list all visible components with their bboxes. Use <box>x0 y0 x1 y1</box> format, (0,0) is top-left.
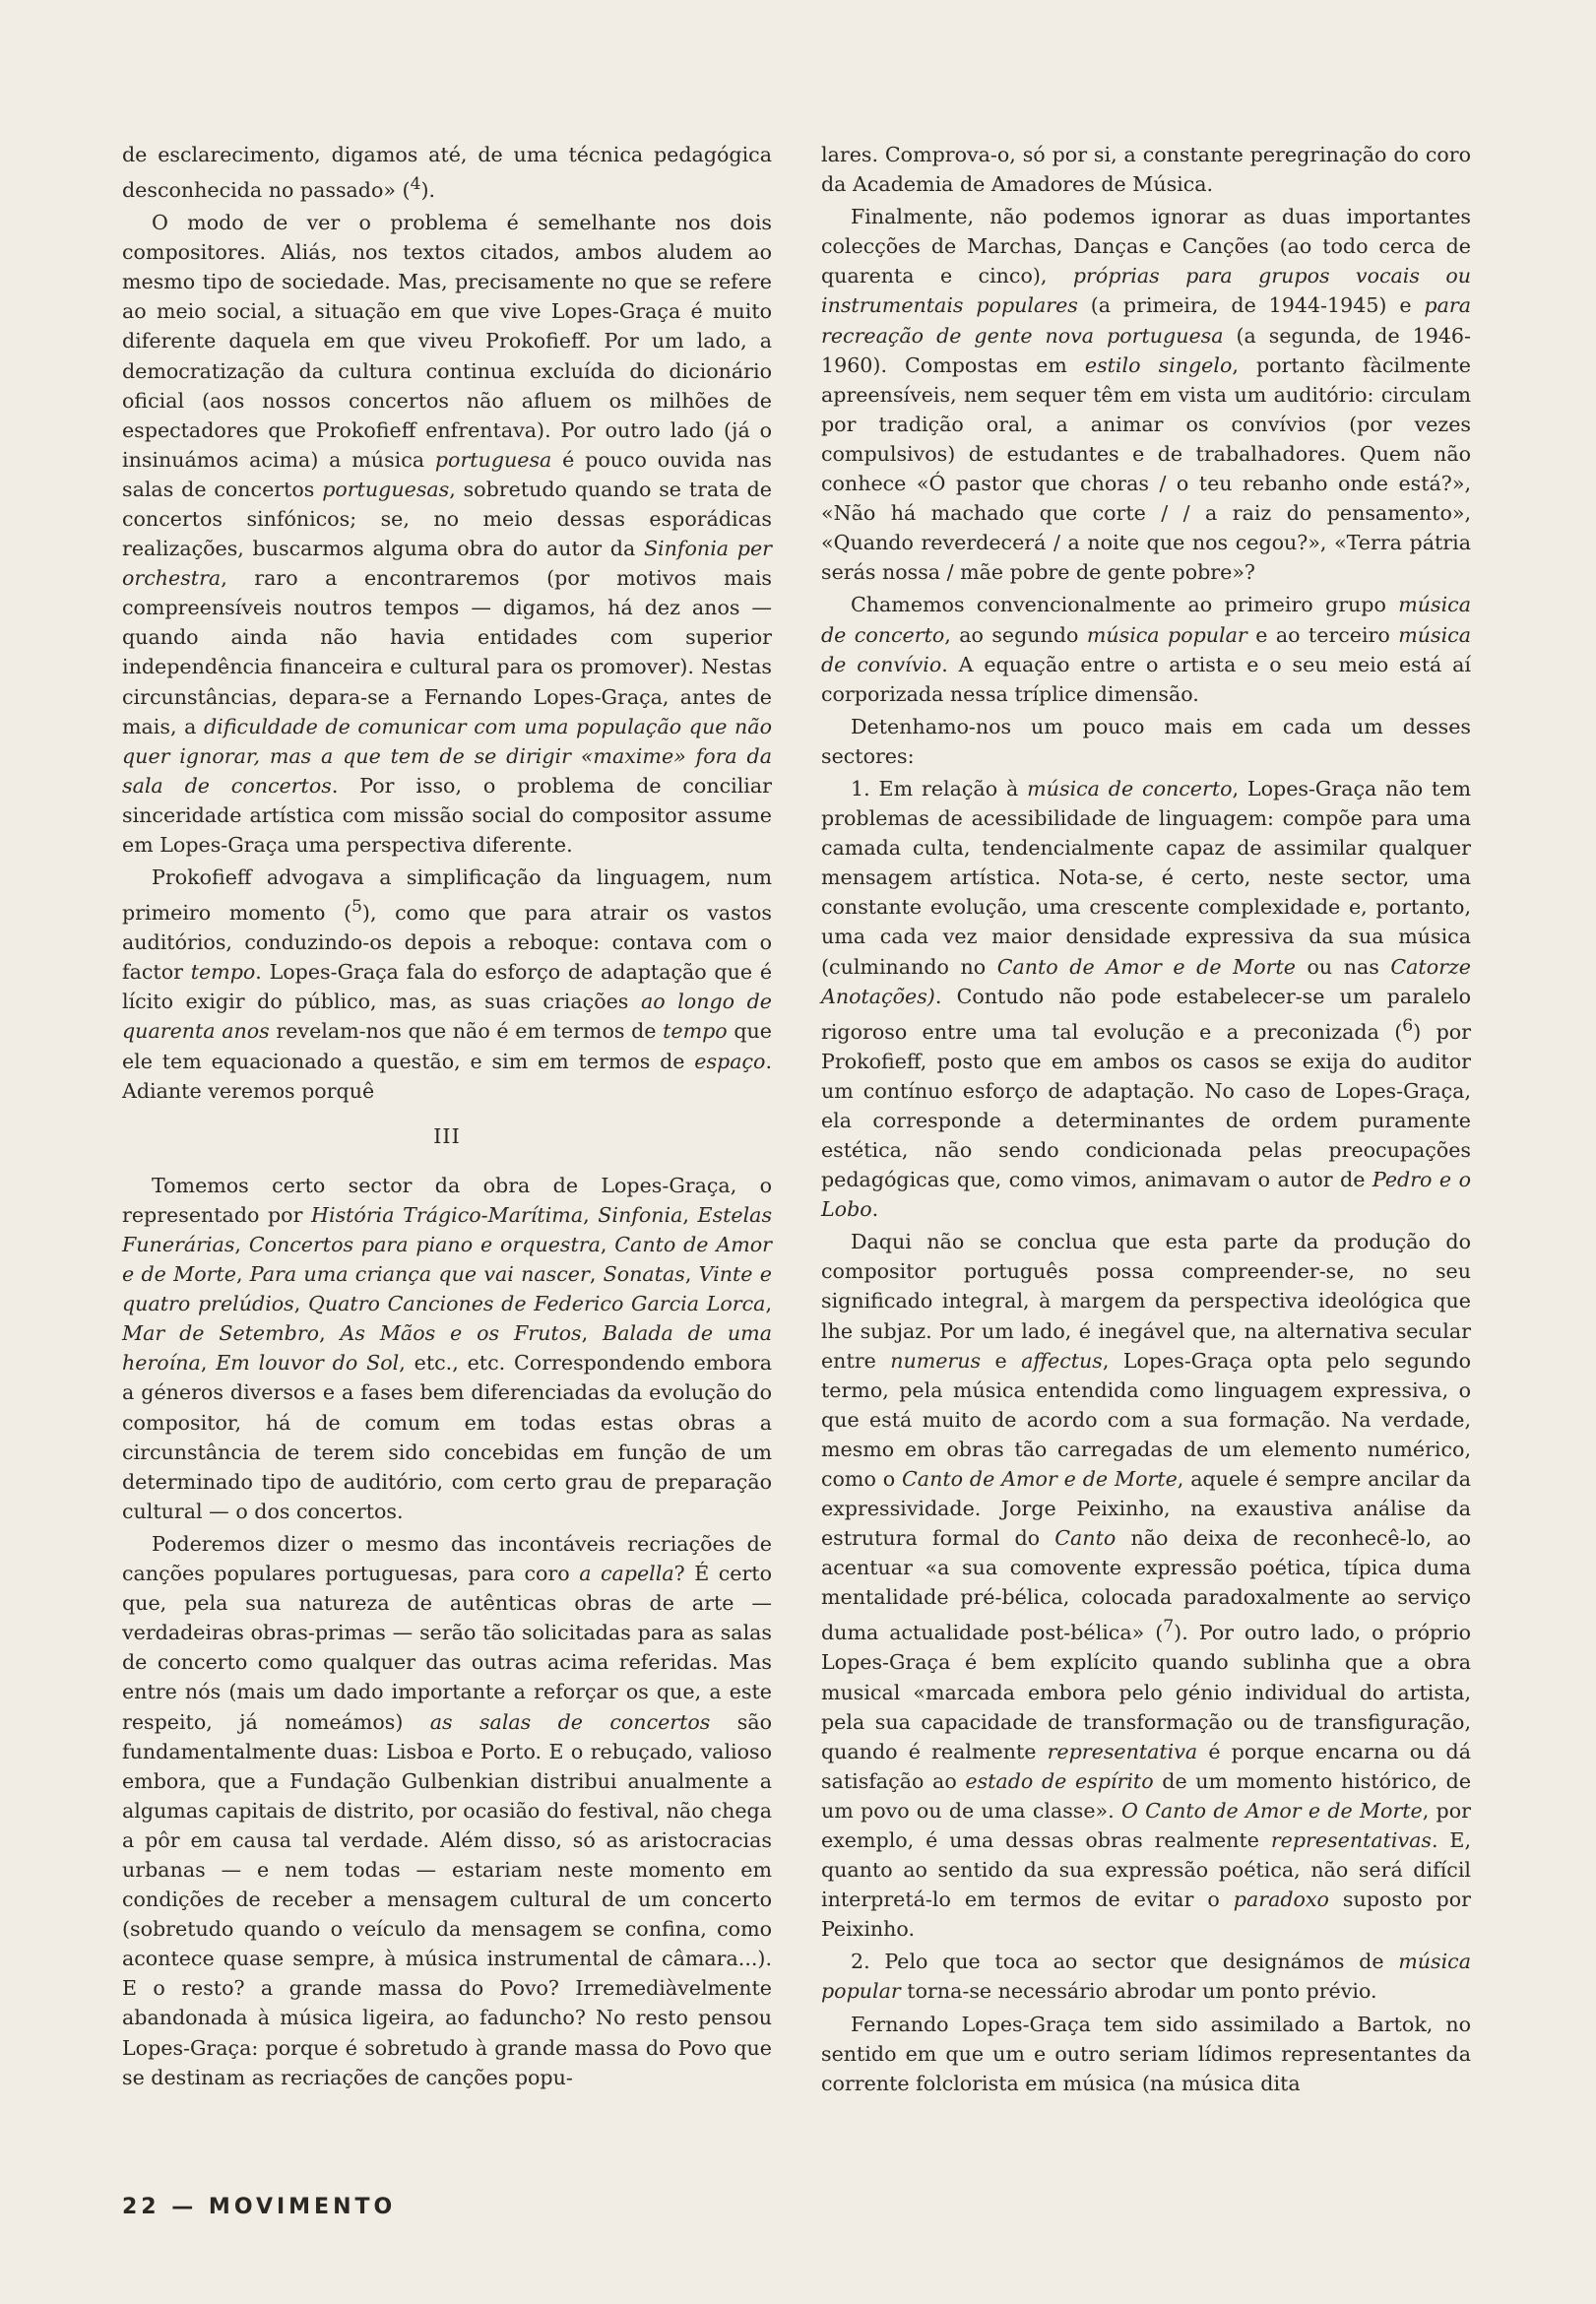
page-footer: 22 — MOVIMENTO <box>122 2195 397 2219</box>
left-column <box>122 140 772 2092</box>
paragraph: Finalmente, não podemos ignorar as duas importantes colecções de Marchas, Danças e Canções (ao todo cerca de quarenta e cinco), próprias para grupos vocais ou instrumentais populares (a primeira, de 1944-1945) e para recreação de gente nova portuguesa (a segunda, de 1946-1960). Compostas em estilo singelo, portanto fàcilmente apreensíveis, nem sequer têm em vista um auditório: circulam por tradição oral, a animar os convívios (por vezes compulsivos) de estudantes e de trabalhadores. Quem não conhece «Ó pastor que choras / o teu rebanho onde está?», «Não há machado que corte / / a raiz do pensamento», «Quando reverdecerá / a noite que nos cegou?», «Terra pátria serás nossa / mãe pobre de gente pobre»? <box>821 205 1471 585</box>
paragraph: lares. Comprova-o, só por si, a constante peregrinação do coro da Academia de Amadores de Música. <box>821 143 1471 197</box>
right-column <box>821 140 1471 2098</box>
paragraph: Fernando Lopes-Graça tem sido assimilado a Bartok, no sentido em que um e outro seriam lídimos representantes da corrente folclorista em música (na música dita <box>821 2012 1471 2095</box>
paragraph: 1. Em relação à música de concerto, Lopes-Graça não tem problemas de acessibilidade de linguagem: compõe para uma camada culta, tendencialmente capaz de assimilar qualquer mensagem artística. Nota-se, é certo, neste sector, uma constante evolução, uma crescente complexidade e, portanto, uma cada vez maior densidade expressiva da sua música (culminando no Canto de Amor e de Morte ou nas Catorze Anotações). Contudo não pode estabelecer-se um paralelo rigoroso entre uma tal evolução e a preconizada ($^6$) por Prokofieff, posto que em ambos os casos se exija do auditor um contínuo esforço de adaptação. No caso de Lopes-Graça, ela corresponde a determinantes de ordem puramente estética, não sendo condicionada pelas preocupações pedagógicas que, como vimos, animavam o autor de Pedro e o Lobo. <box>821 776 1472 1222</box>
paragraph: Prokofieff advogava a simplificação da linguagem, num primeiro momento ($^5$), como que para atrair os vastos auditórios, conduzindo-os depois a reboque: contava com o factor tempo. Lopes-Graça fala do esforço de adaptação que é lícito exigir do público, mas, as suas criações ao longo de quarenta anos revelam-nos que não é em termos de tempo que ele tem equacionado a questão, e sim em termos de espaço. Adiante veremos porquê <box>122 865 773 1103</box>
paragraph: Tomemos certo sector da obra de Lopes-Graça, o representado por História Trágico-Marítima, Sinfonia, Estelas Funerárias, Concertos para piano e orquestra, Canto de Amor e de Morte, Para uma criança que vai nascer, Sonatas, Vinte e quatro prelúdios, Quatro Canciones de Federico Garcia Lorca, Mar de Setembro, As Mãos e os Frutos, Balada de uma heroína, Em louvor do Sol, etc., etc. Correspondendo embora a géneros diversos e a fases bem diferenciadas da evolução do compositor, há de comum em todas estas obras a circunstância de terem sido concebidas em função de um determinado tipo de auditório, com certo grau de preparação cultural — o dos concertos. <box>122 1173 773 1523</box>
paragraph: Detenhamo-nos um pouco mais em cada um desses sectores: <box>821 714 1471 768</box>
paragraph: Daqui não se conclua que esta parte da produção do compositor português possa compreender-se, no seu significado integral, à margem da perspectiva ideológica que lhe subjaz. Por um lado, é inegável que, na alternativa secular entre numerus e affectus, Lopes-Graça opta pelo segundo termo, pela música entendida como linguagem expressiva, o que está muito de acordo com a sua formação. Na verdade, mesmo em obras tão carregadas de um elemento numérico, como o Canto de Amor e de Morte, aquele é sempre ancilar da expressividade. Jorge Peixinho, na exaustiva análise da estrutura formal do Canto não deixa de reconhecê-lo, ao acentuar «a sua comovente expressão poética, típica duma mentalidade pré-bélica, colocada paradoxalmente ao serviço duma actualidade post-bélica» ($^7$). Por outro lado, o próprio Lopes-Graça é bem explícito quando sublinha que a obra musical «marcada embora pelo génio individual do artista, pela sua capacidade de transformação ou de transfiguração, quando é realmente representativa é porque encarna ou dá satisfação ao estado de espírito de um momento histórico, de um povo ou de uma classe». O Canto de Amor e de Morte, por exemplo, é uma dessas obras realmente representativas. E, quanto ao sentido da sua expressão poética, não será difícil interpretá-lo em termos de evitar o paradoxo suposto por Peixinho. <box>821 1230 1472 1942</box>
paragraph: 2. Pelo que toca ao sector que designámos de música popular torna-se necessário abrodar um ponto prévio. <box>821 1950 1471 2004</box>
section-heading: III <box>433 1123 461 1148</box>
paragraph: Poderemos dizer o mesmo das incontáveis recriações de canções populares portuguesas, para coro a capella? É certo que, pela sua natureza de autênticas obras de arte — verdadeiras obras-primas — serão tão solicitadas para as salas de concerto como qualquer das outras acima referidas. Mas entre nós (mais um dado importante a reforçar os que, a este respeito, já nomeámos) as salas de concertos são fundamentalmente duas: Lisboa e Porto. E o rebuçado, valioso embora, que a Fundação Gulbenkian distribui anualmente a algumas capitais de distrito, por ocasião do festival, não chega a pôr em causa tal verdade. Além disso, só as aristocracias urbanas — e nem todas — estariam neste momento em condições de receber a mensagem cultural de um concerto (sobretudo quando o veículo da mensagem se confina, como acontece quase sempre, à música instrumental de câmara...). E o resto? a grande massa do Povo? Irremediàvelmente abandonada à música ligeira, ao faduncho? No resto pensou Lopes-Graça: porque é sobretudo à grande massa do Povo que se destinam as recriações de canções popu- <box>122 1531 772 2089</box>
paragraph: O modo de ver o problema é semelhante nos dois compositores. Aliás, nos textos citados, ambos aludem ao mesmo tipo de sociedade. Mas, precisamente no que se refere ao meio social, a situação em que vive Lopes-Graça é muito diferente daquela em que viveu Prokofieff. Por um lado, a democratização da cultura continua excluída do dicionário oficial (aos nossos concertos não afluem os milhões de espectadores que Prokofieff enfrentava). Por outro lado (já o insinuámos acima) a música portuguesa é pouco ouvida nas salas de concertos portuguesas, sobretudo quando se trata de concertos sinfónicos; se, no meio dessas esporádicas realizações, buscarmos alguma obra do autor da Sinfonia per orchestra, raro a encontraremos (por motivos mais compreensíveis noutros tempos — digamos, há dez anos — quando ainda não havia entidades com superior independência financeira e cultural para os promover). Nestas circunstâncias, depara-se a Fernando Lopes-Graça, antes de mais, a dificuldade de comunicar com uma população que não quer ignorar, mas a que tem de se dirigir «maxime» fora da sala de concertos. Por isso, o problema de conciliar sinceridade artística com missão social do compositor assume em Lopes-Graça uma perspectiva diferente. <box>122 211 772 858</box>
paragraph: de esclarecimento, digamos até, de uma técnica pedagógica desconhecida no passado» ($^4$). <box>122 143 772 202</box>
paragraph: Chamemos convencionalmente ao primeiro grupo música de concerto, ao segundo música popular e ao terceiro música de convívio. A equação entre o artista e o seu meio está aí corporizada nessa tríplice dimensão. <box>821 593 1471 706</box>
